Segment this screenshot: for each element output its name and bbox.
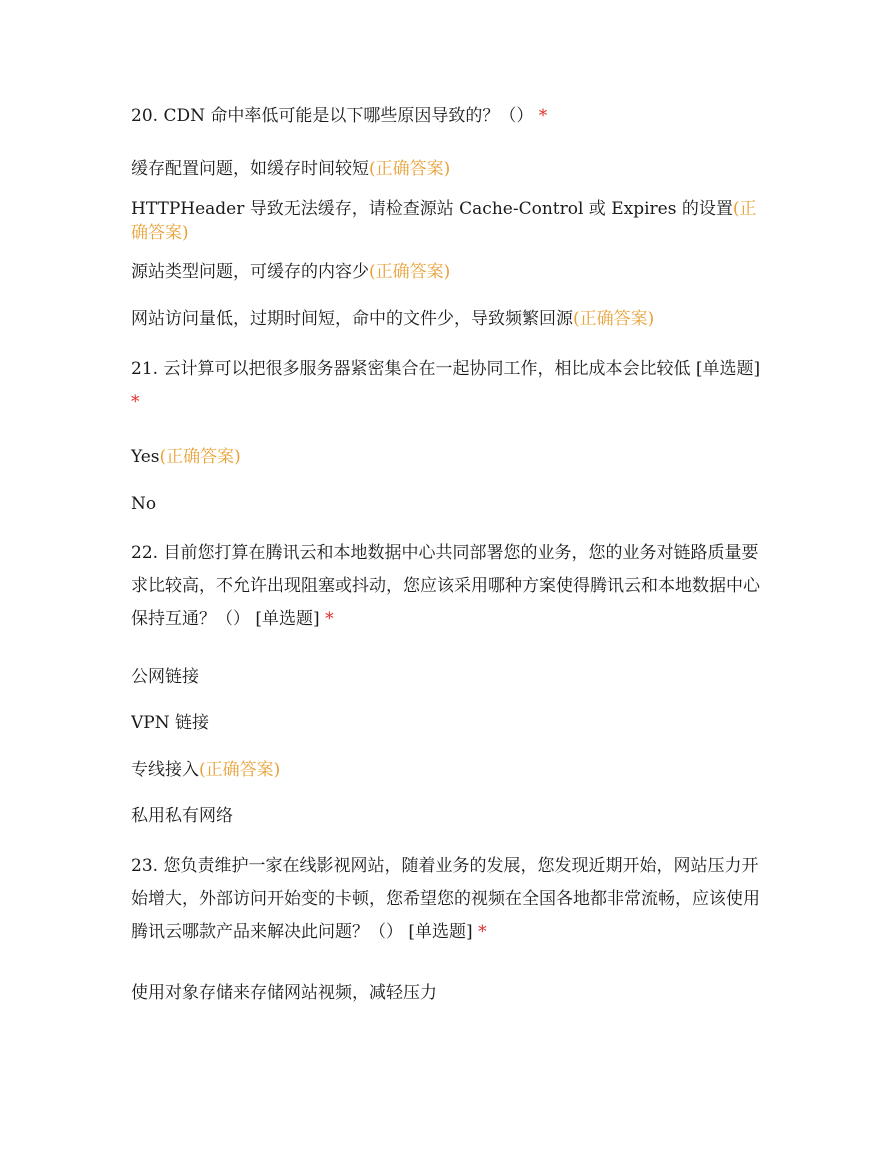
question-22 — [131, 537, 771, 636]
option-22-d[interactable] — [131, 800, 771, 833]
question-23 — [131, 850, 771, 949]
required-star: * — [325, 609, 334, 629]
option-21-no[interactable] — [131, 488, 771, 521]
option-22-a[interactable] — [131, 661, 771, 694]
required-star: * — [478, 922, 487, 942]
option-text: 缓存配置问题，如缓存时间较短 — [131, 159, 369, 179]
option-text: VPN 链接 — [131, 713, 209, 733]
option-20-a[interactable] — [131, 153, 771, 186]
option-text: No — [131, 494, 157, 514]
option-text: Yes — [131, 447, 160, 467]
option-text: 网站访问量低，过期时间短，命中的文件少，导致频繁回源 — [131, 309, 573, 329]
correct-answer-tag: (正确答案) — [369, 159, 451, 179]
required-star: * — [538, 106, 548, 126]
correct-answer-tag: (正确答案) — [199, 760, 281, 780]
option-20-b[interactable] — [131, 197, 771, 245]
question-text: 22. 目前您打算在腾讯云和本地数据中心共同部署您的业务，您的业务对链路质量要求比较高，不允许出现阻塞或抖动，您应该采用哪种方案使得腾讯云和本地数据中心保持互通？（） [单选题] — [131, 543, 760, 629]
option-20-c[interactable] — [131, 256, 771, 289]
required-star: * — [131, 392, 140, 412]
correct-answer-tag: (正确答案) — [573, 309, 655, 329]
option-22-b[interactable] — [131, 707, 771, 740]
question-text: 21. 云计算可以把很多服务器紧密集合在一起协同工作，相比成本会比较低 [单选题] — [131, 359, 761, 379]
option-21-yes[interactable] — [131, 441, 771, 474]
question-text: 20. CDN 命中率低可能是以下哪些原因导致的？（） — [131, 106, 534, 126]
question-20 — [131, 100, 771, 133]
correct-answer-tag: (正确答案) — [369, 262, 451, 282]
option-text: 私用私有网络 — [131, 806, 233, 826]
correct-answer-tag: (正确答案) — [131, 199, 757, 243]
option-23-a[interactable] — [131, 977, 771, 1010]
question-21 — [131, 353, 771, 419]
option-text: HTTPHeader 导致无法缓存，请检查源站 Cache-Control 或 Expires 的设置 — [131, 199, 733, 219]
option-text: 源站类型问题，可缓存的内容少 — [131, 262, 369, 282]
option-20-d[interactable] — [131, 303, 771, 336]
option-text: 公网链接 — [131, 667, 199, 687]
question-text: 23. 您负责维护一家在线影视网站，随着业务的发展，您发现近期开始，网站压力开始增大，外部访问开始变的卡顿，您希望您的视频在全国各地都非常流畅，应该使用腾讯云哪款产品来解决此问题？（） [单选题] — [131, 856, 760, 942]
correct-answer-tag: (正确答案) — [159, 447, 241, 467]
option-22-c[interactable] — [131, 754, 771, 787]
option-text: 专线接入 — [131, 760, 199, 780]
option-text: 使用对象存储来存储网站视频，减轻压力 — [131, 983, 437, 1003]
